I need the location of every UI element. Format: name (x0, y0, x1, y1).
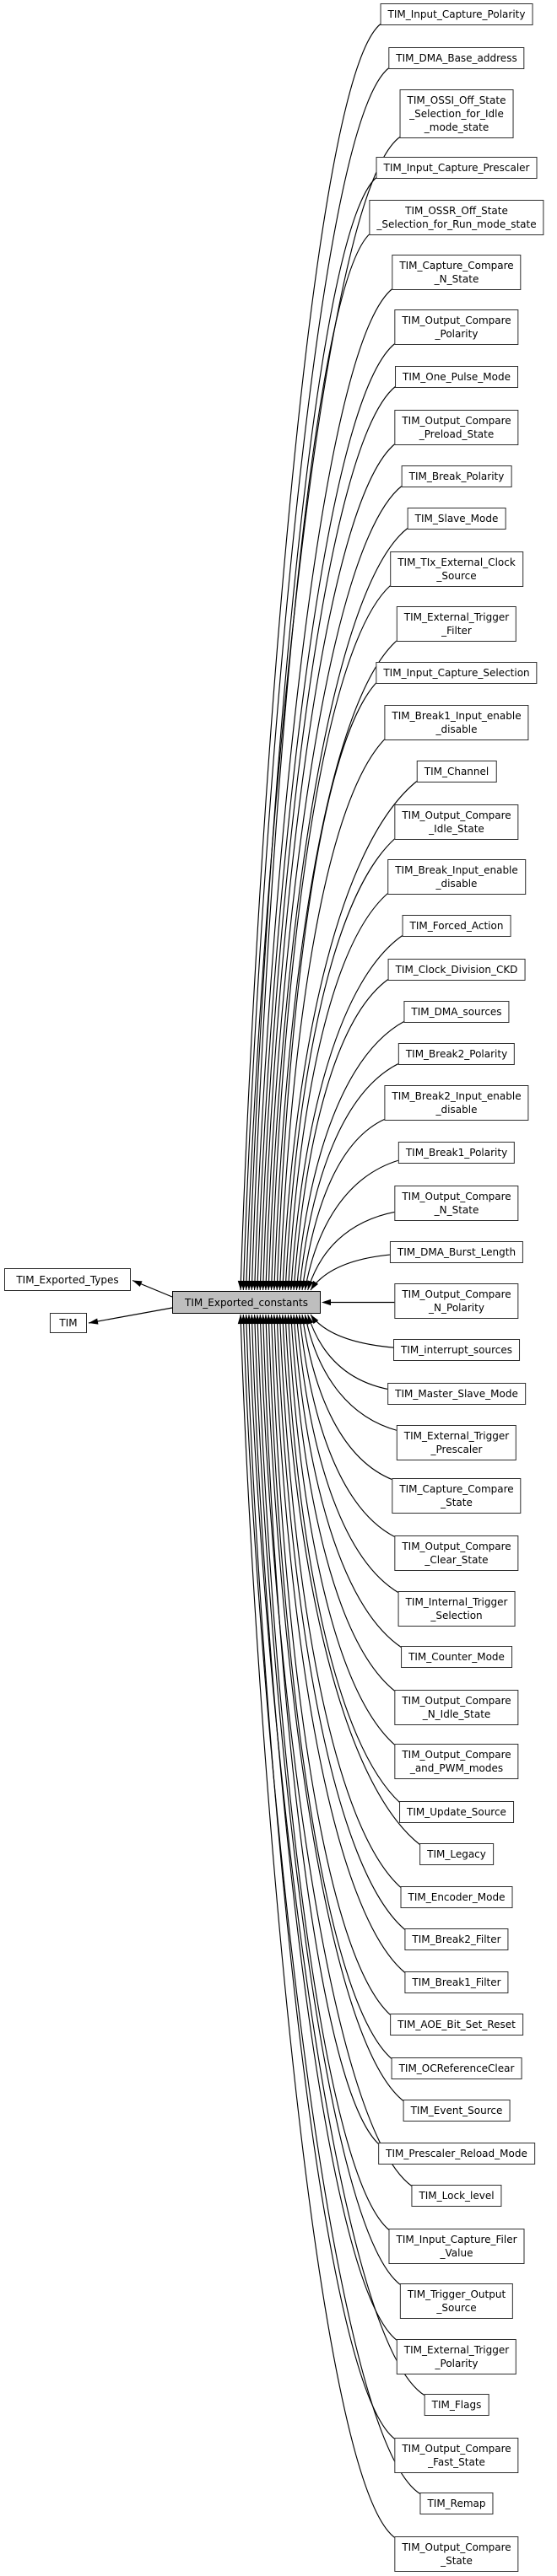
graph-node[interactable]: TIM_Input_Capture_Filer _Value (388, 2229, 524, 2264)
graph-node[interactable]: TIM_Slave_Mode (408, 508, 506, 530)
graph-node[interactable]: TIM_Output_Compare _N_State (394, 1186, 518, 1221)
graph-node[interactable]: TIM_Exported_Types (4, 1268, 131, 1291)
graph-node[interactable]: TIM_External_Trigger _Prescaler (397, 1425, 516, 1460)
graph-node[interactable]: TIM_DMA_Base_address (388, 47, 524, 69)
graph-node[interactable]: TIM_Flags (425, 2394, 489, 2416)
graph-node[interactable]: TIM_Input_Capture_Prescaler (376, 157, 538, 179)
graph-node[interactable]: TIM_External_Trigger _Filter (397, 606, 516, 642)
graph-node[interactable]: TIM_Output_Compare _Fast_State (394, 2438, 518, 2473)
graph-node[interactable]: TIM_One_Pulse_Mode (395, 366, 518, 388)
graph-node[interactable]: TIM_OCReferenceClear (392, 2057, 522, 2079)
graph-node[interactable]: TIM_Trigger_Output _Source (400, 2283, 513, 2319)
graph-node[interactable]: TIM_Prescaler_Reload_Mode (378, 2143, 535, 2165)
graph-node[interactable]: TIM_Input_Capture_Polarity (381, 3, 533, 25)
graph-node[interactable]: TIM_Break1_Polarity (398, 1142, 515, 1164)
graph-node[interactable]: TIM_Break2_Input_enable _disable (384, 1085, 528, 1121)
graph-node-current: TIM_Exported_constants (172, 1291, 321, 1314)
graph-node[interactable]: TIM_AOE_Bit_Set_Reset (390, 2014, 523, 2036)
graph-node[interactable]: TIM_Break2_Polarity (398, 1043, 515, 1065)
graph-node[interactable]: TIM_Break_Input_enable _disable (387, 859, 526, 895)
graph-node[interactable]: TIM (50, 1313, 87, 1333)
graph-node[interactable]: TIM_Update_Source (399, 1801, 514, 1823)
graph-node[interactable]: TIM_Encoder_Mode (401, 1886, 513, 1908)
graph-node[interactable]: TIM_Lock_level (411, 2185, 501, 2207)
graph-node[interactable]: TIM_Internal_Trigger _Selection (398, 1591, 516, 1627)
graph-node[interactable]: TIM_Legacy (419, 1843, 494, 1865)
graph-node[interactable]: TIM_Output_Compare _State (394, 2536, 518, 2572)
graph-node[interactable]: TIM_Output_Compare _and_PWM_modes (394, 1744, 518, 1779)
graph-node[interactable]: TIM_Remap (419, 2493, 493, 2514)
graph-node[interactable]: TIM_Output_Compare _N_Idle_State (394, 1690, 518, 1725)
graph-node[interactable]: TIM_interrupt_sources (393, 1339, 520, 1361)
graph-node[interactable]: TIM_TIx_External_Clock _Source (390, 551, 523, 587)
graph-node[interactable]: TIM_Event_Source (403, 2100, 511, 2122)
graph-node[interactable]: TIM_Output_Compare _Polarity (394, 309, 518, 345)
graph-node[interactable]: TIM_DMA_sources (403, 1001, 509, 1023)
graph-node[interactable]: TIM_Channel (417, 761, 497, 782)
graph-node[interactable]: TIM_Output_Compare _N_Polarity (394, 1283, 518, 1319)
graph-node[interactable]: TIM_Counter_Mode (401, 1646, 512, 1668)
graph-node[interactable]: TIM_Break1_Input_enable _disable (384, 705, 528, 740)
graph-node[interactable]: TIM_Input_Capture_Selection (376, 662, 537, 684)
graph-node[interactable]: TIM_DMA_Burst_Length (390, 1241, 523, 1263)
graph-node[interactable]: TIM_External_Trigger _Polarity (397, 2339, 516, 2374)
graph-node[interactable]: TIM_OSSI_Off_State _Selection_for_Idle _mode_state (400, 89, 514, 138)
graph-node[interactable]: TIM_Master_Slave_Mode (387, 1383, 526, 1405)
graph-node[interactable]: TIM_Clock_Division_CKD (388, 959, 526, 981)
graph-node[interactable]: TIM_Output_Compare _Preload_State (394, 410, 518, 445)
graph-node[interactable]: TIM_Break2_Filter (404, 1928, 508, 1950)
graph-node[interactable]: TIM_Capture_Compare _State (392, 1478, 521, 1514)
graph-node[interactable]: TIM_Output_Compare _Clear_State (394, 1535, 518, 1571)
graph-node[interactable]: TIM_Forced_Action (403, 915, 511, 937)
graph-node[interactable]: TIM_OSSR_Off_State _Selection_for_Run_mode_state (369, 200, 543, 235)
graph-node[interactable]: TIM_Break1_Filter (404, 1971, 508, 1993)
graph-node[interactable]: TIM_Capture_Compare _N_State (392, 255, 521, 290)
graph-node[interactable]: TIM_Output_Compare _Idle_State (394, 804, 518, 840)
graph-node[interactable]: TIM_Break_Polarity (402, 465, 512, 487)
